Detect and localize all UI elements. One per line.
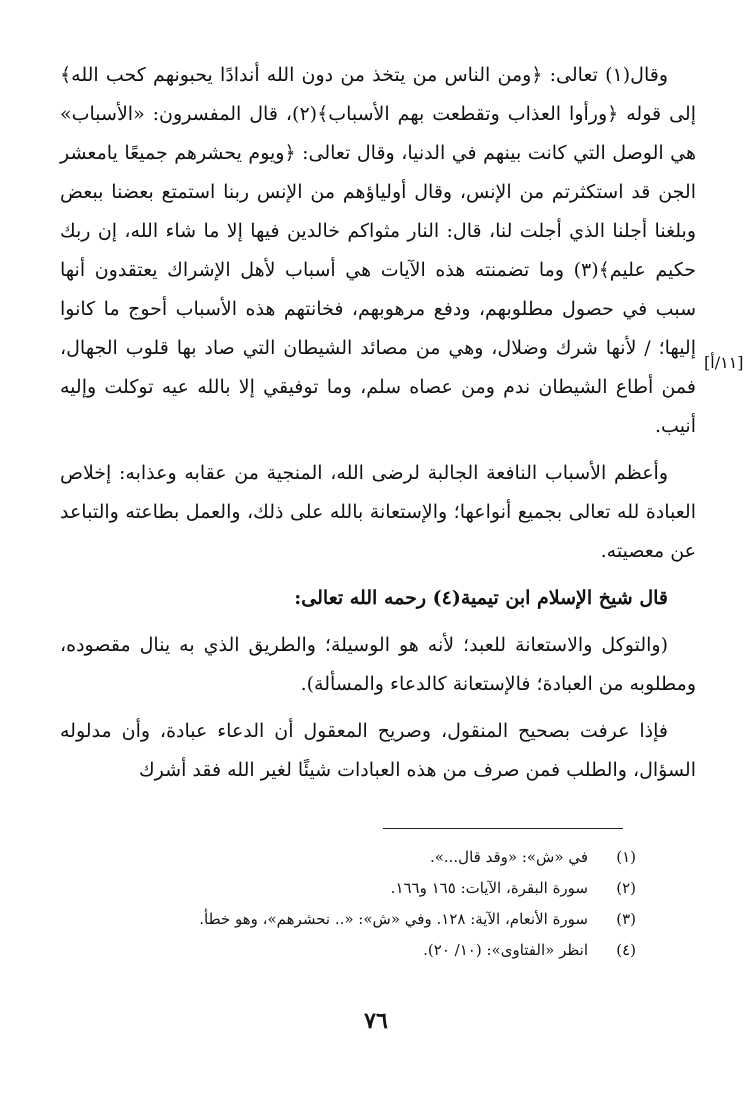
footnote-item xyxy=(60,842,636,873)
paragraph-greatest-means: وأعظم الأسباب النافعة الجالبة لرضى الله، المنجية من عقابه وعذابه: إخلاص العبادة لله تعالى بجميع أنواعها؛ والإستعانة بالله على ذلك، والعمل بطاعته والتباعد عن معصيته. xyxy=(60,462,696,562)
main-text xyxy=(60,56,696,790)
paragraph-conclusion: فإذا عرفت بصحيح المنقول، وصريح المعقول أن الدعاء عبادة، وأن مدلوله السؤال، والطلب فمن صرف من هذه العبادات شيئًا لغير الله فقد أشرك xyxy=(60,720,696,781)
footnote-text: انظر «الفتاوى»: (١٠/ ٢٠). xyxy=(423,941,588,959)
footnote-item xyxy=(60,873,636,904)
footnotes xyxy=(60,842,636,966)
manuscript-folio-note: [١١/أ] xyxy=(704,353,744,372)
footnote-text: سورة البقرة، الآيات: ١٦٥ و١٦٦. xyxy=(390,879,588,897)
paragraph-quran-citations: وقال(١) تعالى: ﴿ومن الناس من يتخذ من دون الله أندادًا يحبونهم كحب الله﴾ إلى قوله ﴿ورأوا العذاب وتقطعت بهم الأسباب﴾(٢)، قال المفسرون: «الأسباب» هي الوصل التي كانت بينهم في الدنيا، وقال تعالى: ﴿ويوم يحشرهم جميعًا يامعشر الجن قد استكثرتم من الإنس، وقال أولياؤهم من الإنس ربنا استمتع بعضنا ببعض وبلغنا أجلنا الذي أجلت لنا، قال: النار مثواكم خالدين فيها إلا ما شاء الله، إن ربك حكيم عليم﴾(٣) وما تضمنته هذه الآيات هي أسباب لأهل الإشراك يعتقدون أنها سبب في حصول مطلوبهم، ودفع مرهوبهم، فخانتهم هذه الأسباب أحوج ما كانوا إليها؛ / لأنها شرك وضلال، وهي من مصائد الشيطان التي صاد بها قلوب الجهال، فمن أطاع الشيطان ندم ومن عصاه سلم، وما توفيقي إلا بالله عيه توكلت وإليه أنيب. xyxy=(60,64,696,437)
footnote-number: (١) xyxy=(616,848,636,866)
footnote-number: (٣) xyxy=(616,910,636,928)
footnote-item xyxy=(60,935,636,966)
page-number: ٧٦ xyxy=(364,1008,388,1034)
footnote-item xyxy=(60,904,636,935)
footnote-number: (٢) xyxy=(616,879,636,897)
footnote-divider xyxy=(383,828,623,829)
paragraph-quote: (والتوكل والاستعانة للعبد؛ لأنه هو الوسيلة؛ والطريق الذي به ينال مقصوده، ومطلوبه من العبادة؛ فالإستعانة كالدعاء والمسألة). xyxy=(60,634,696,695)
footnote-number: (٤) xyxy=(616,941,636,959)
paragraph-ibn-taymiyyah-heading: قال شيخ الإسلام ابن تيمية(٤) رحمه الله تعالى: xyxy=(294,587,668,609)
footnote-text: في «ش»: «وقد قال...». xyxy=(429,848,588,866)
footnote-text: سورة الأنعام، الآية: ١٢٨. وفي «ش»: «.. نحشرهم»، وهو خطأ. xyxy=(199,910,588,928)
